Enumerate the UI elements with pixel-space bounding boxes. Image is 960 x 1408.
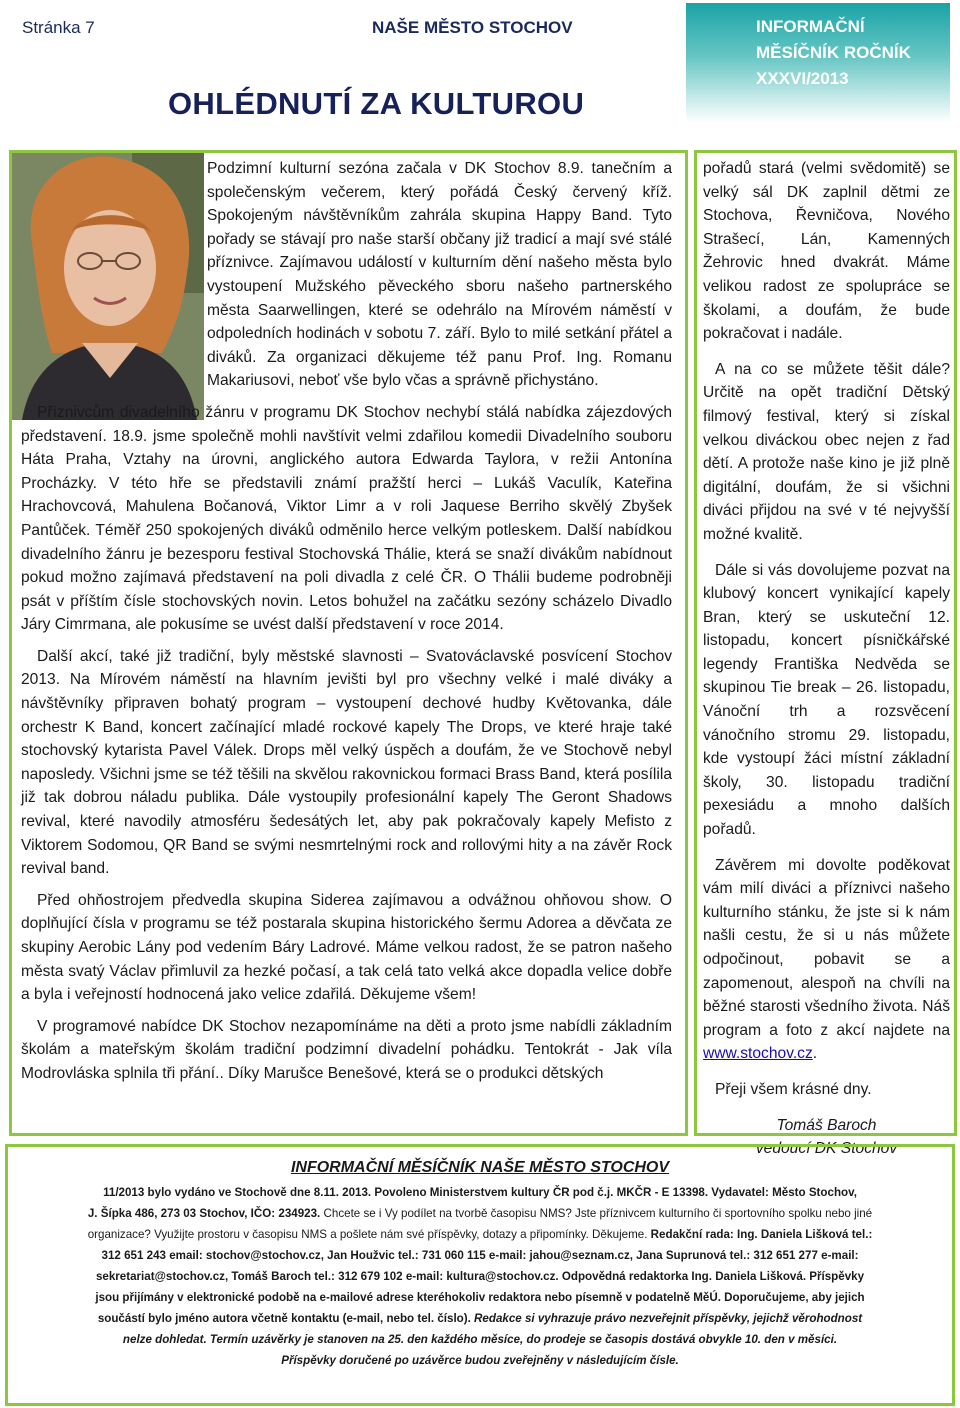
main-article (21, 157, 672, 1086)
imprint-line-3 (14, 1224, 946, 1245)
imprint-line-3-bold: Redakční rada: Ing. Daniela Lišková tel.: (650, 1228, 873, 1241)
paragraph-theatre: Příznivcům divadelního žánru v programu DK Stochov nechybí stálá nabídka zájezdových představení. 18.9. jsme společně mohli navštívit velmi zdařilou komedii Divadelního souboru Háta Praha, Vztahy na úrovni, anglického autora Edwarda Taylora, v režii Antonína Procházky. V této hře se představili známí pražští herci – Lukáš Vaculík, Kateřina Hrachovcová, Mahulena Bočanová, Viktor Limr a v roli Jaquese Berriho skvělý Zbyšek Pantůček. Téměř 250 spokojených diváků odměnilo herce velkým potleskem. Další nabídkou divadelního žánru je bezesporu festival Stochovská Thálie, která se snaží divákům nabídnout pokud možno zajímavá představení na poli divadla z celé ČR. O Thálii budeme podrobněji psát v příštím čísle stochovských novin. Letos bohužel na začátku sezóny scházelo Divadlo Járy Cimrmana, ale pokusíme se uvést další představení v roce 2014. (21, 403, 672, 634)
newspaper-name: NAŠE MĚSTO STOCHOV (372, 18, 573, 37)
imprint-line-2-rest: Chcete se i Vy podílet na tvorbě časopisu NMS? Jste příznivcem kulturního či sportovního spolku nebo jiné (320, 1207, 873, 1220)
sidebar-greeting: Přeji všem krásné dny. (715, 1080, 872, 1098)
issue-line-1: INFORMAČNÍ (756, 17, 865, 36)
sidebar-paragraph-2: A na co se můžete těšit dále? Určitě na opět tradiční Dětský filmový festival, který si získal velkou diváckou obec nejen z řad dětí. A protože naše kino je již plně digitální, doufám, že si všichni diváci přijdou na své v té nejvyšší možné kvalitě. (703, 360, 950, 543)
imprint-line-2 (14, 1203, 946, 1224)
imprint-line-6: jsou přijímány v elektronické podobě na e-mailové adrese kteréhokoliv redaktora nebo písemně v podatelně MěÚ. Doporučujeme, aby jejich (95, 1291, 865, 1304)
imprint-line-1: 11/2013 bylo vydáno ve Stochově dne 8.11. 2013. Povoleno Ministerstvem kultury ČR pod č.j. MKČR - E 13398. Vydavatel: Město Stochov, (103, 1186, 857, 1199)
sidebar-paragraph-4-end: . (812, 1045, 818, 1063)
imprint-title: INFORMAČNÍ MĚSÍČNÍK NAŠE MĚSTO STOCHOV (290, 1159, 670, 1176)
sidebar-article (703, 157, 950, 1161)
signature-name: Tomáš Baroch (776, 1116, 877, 1134)
issue-line-3: XXXVI/2013 (756, 69, 849, 88)
imprint-line-3-rest: organizace? Využijte prostoru v časopisu NMS a pošlete nám své příspěvky, dotazy a připomínky. Děkujeme. (87, 1228, 651, 1241)
paragraph-children: V programové nabídce DK Stochov nezapomínáme na děti a proto jsme nabídli základním školám a mateřským školám tradiční podzimní divadelní pohádku. Tentokrát - Jak víla Modrovláska splnila tři přání.. Díky Marušce Benešové, která se o produkci dětských (21, 1017, 672, 1082)
website-link[interactable]: www.stochov.cz (703, 1045, 813, 1063)
imprint-line-9: Příspěvky doručené po uzávěrce budou zveřejněny v následujícím čísle. (281, 1354, 679, 1367)
signature-role: vedoucí DK Stochov (755, 1140, 898, 1158)
paragraph-intro: Podzimní kulturní sezóna začala v DK Stochov 8.9. tanečním a společenským večerem, který pořádá Český červený kříž. Spokojeným návštěvníkům zahrála skupina Happy Band. Tyto pořady se stávají pro naše starší občany již tradicí a mají své stálé příznivce. Zajímavou událostí v kulturním dění našeho města bylo vystoupení Mužského pěveckého sboru našeho partnerského města Saarwellingen, které se odehrálo na Mírovém náměstí v odpoledních hodinách v sobotu 7. září. Bylo to milé setkání přátel a diváků. Za organizaci děkujeme též panu Prof. Ing. Romanu Makariusovi, neboť vše bylo včas a správně přichystáno. (207, 160, 672, 390)
sidebar-paragraph-4-text: Závěrem mi dovolte poděkovat vám milí diváci a příznivci našeho kulturního stánku, že jste si k nám našli cestu, že si u nás můžete odpočinout, pobavit se a zapomenout, alespoň na chvíli na běžné starosti všedního života. Náš program a foto z akcí najdete na (703, 856, 950, 1039)
paragraph-town-festival: Další akcí, také již tradiční, byly městské slavnosti – Svatováclavské posvícení Stochov 2013. Na Mírovém náměstí na hlavním jevišti byl pro všechny velké i malé diváky a návštěvníky připraven bohatý program – vystoupení dechové hudby Květovanka, dále orchestr K Band, koncert začínající mladé rockové kapely The Drops, ve které hraje také stochovský kytarista Pavel Válek. Drops měl velký úspěch a doufám, že ve Stochově nebyl naposledy. Všichni jsme se též těšili na skvělou rakovnickou formaci Brass Band, která posílila již tak dobrou náladu publika. Dále vystoupily profesionální kapely The Geront Shadows revival, které navodily atmosféru šedesátých let, aby pak pokračovaly kapely Mefisto z Viktorem Sodomou, QR Band se svými nesmrtelnými rock and rollovými hity a na závěr Rock revival band. (21, 647, 672, 878)
sidebar-paragraph-4 (703, 854, 950, 1066)
sidebar-paragraph-3: Dále si vás dovolujeme pozvat na klubový koncert vynikající kapely Bran, který se uskuteční 12. listopadu, koncert písničkářské legendy Františka Nedvěda se skupinou Tie break – 26. listopadu, Vánoční trh a rozsvěcení vánočního stromu 29. listopadu, kde vystoupí žáci místní základní školy, 30. listopadu tradiční pexesiádu a mnoho dalších pořadů. (703, 561, 950, 839)
page-number: Stránka 7 (22, 18, 95, 37)
issue-line-2: MĚSÍČNÍK ROČNÍK (756, 43, 911, 62)
imprint-line-5: sekretariat@stochov.cz, Tomáš Baroch tel.: 312 679 102 e-mail: kultura@stochov.cz. Odpovědná redaktorka Ing. Daniela Lišková. Příspěvky (95, 1270, 865, 1283)
imprint-line-4: 312 651 243 email: stochov@stochov.cz, Jan Houžvic tel.: 731 060 115 e-mail: jahou@seznam.cz, Jana Suprunová tel.: 312 651 277 e-mail: (101, 1249, 859, 1262)
imprint-line-7 (14, 1308, 946, 1329)
imprint (14, 1157, 946, 1371)
imprint-line-7-bold: součástí bylo jméno autora včetně kontaktu (e-mail, nebo tel. číslo). (97, 1312, 471, 1325)
sidebar-paragraph-1: pořadů stará (velmi svědomitě) se velký sál DK zaplnil dětmi ze Stochova, Řevničova, Nového Strašecí, Lán, Kamenných Žehrovic hned dvakrát. Máme velikou radost ze spolupráce se školami, a doufám, že bude pokračovat i nadále. (703, 160, 950, 343)
issue-info-box (686, 3, 950, 123)
paragraph-fireworks: Před ohňostrojem předvedla skupina Siderea zajímavou a odvážnou ohňovou show. O doplňující čísla v programu se též postarala skupina historického šermu Adorea a děvčata ze skupiny Aerobic Lány pod vedením Báry Ladrové. Máme velkou radost, že se patron našeho města svatý Václav přimluvil za hezké počasí, a tak celá tato velká akce dopadla velice dobře a byla i veřejností hodnocená jako velice zdařilá. Děkujeme všem! (21, 891, 672, 1004)
imprint-line-8: nelze dohledat. Termín uzávěrky je stanoven na 25. den každého měsíce, do prodeje se časopis dostává obvykle 10. den v měsíci. (122, 1333, 838, 1346)
section-title: OHLÉDNUTÍ ZA KULTUROU (168, 86, 585, 121)
imprint-line-7-italic: Redakce si vyhrazuje právo nezveřejnit příspěvky, jejichž věrohodnost (470, 1312, 863, 1325)
imprint-line-2-bold: J. Šípka 486, 273 03 Stochov, IČO: 234923. (87, 1207, 321, 1220)
